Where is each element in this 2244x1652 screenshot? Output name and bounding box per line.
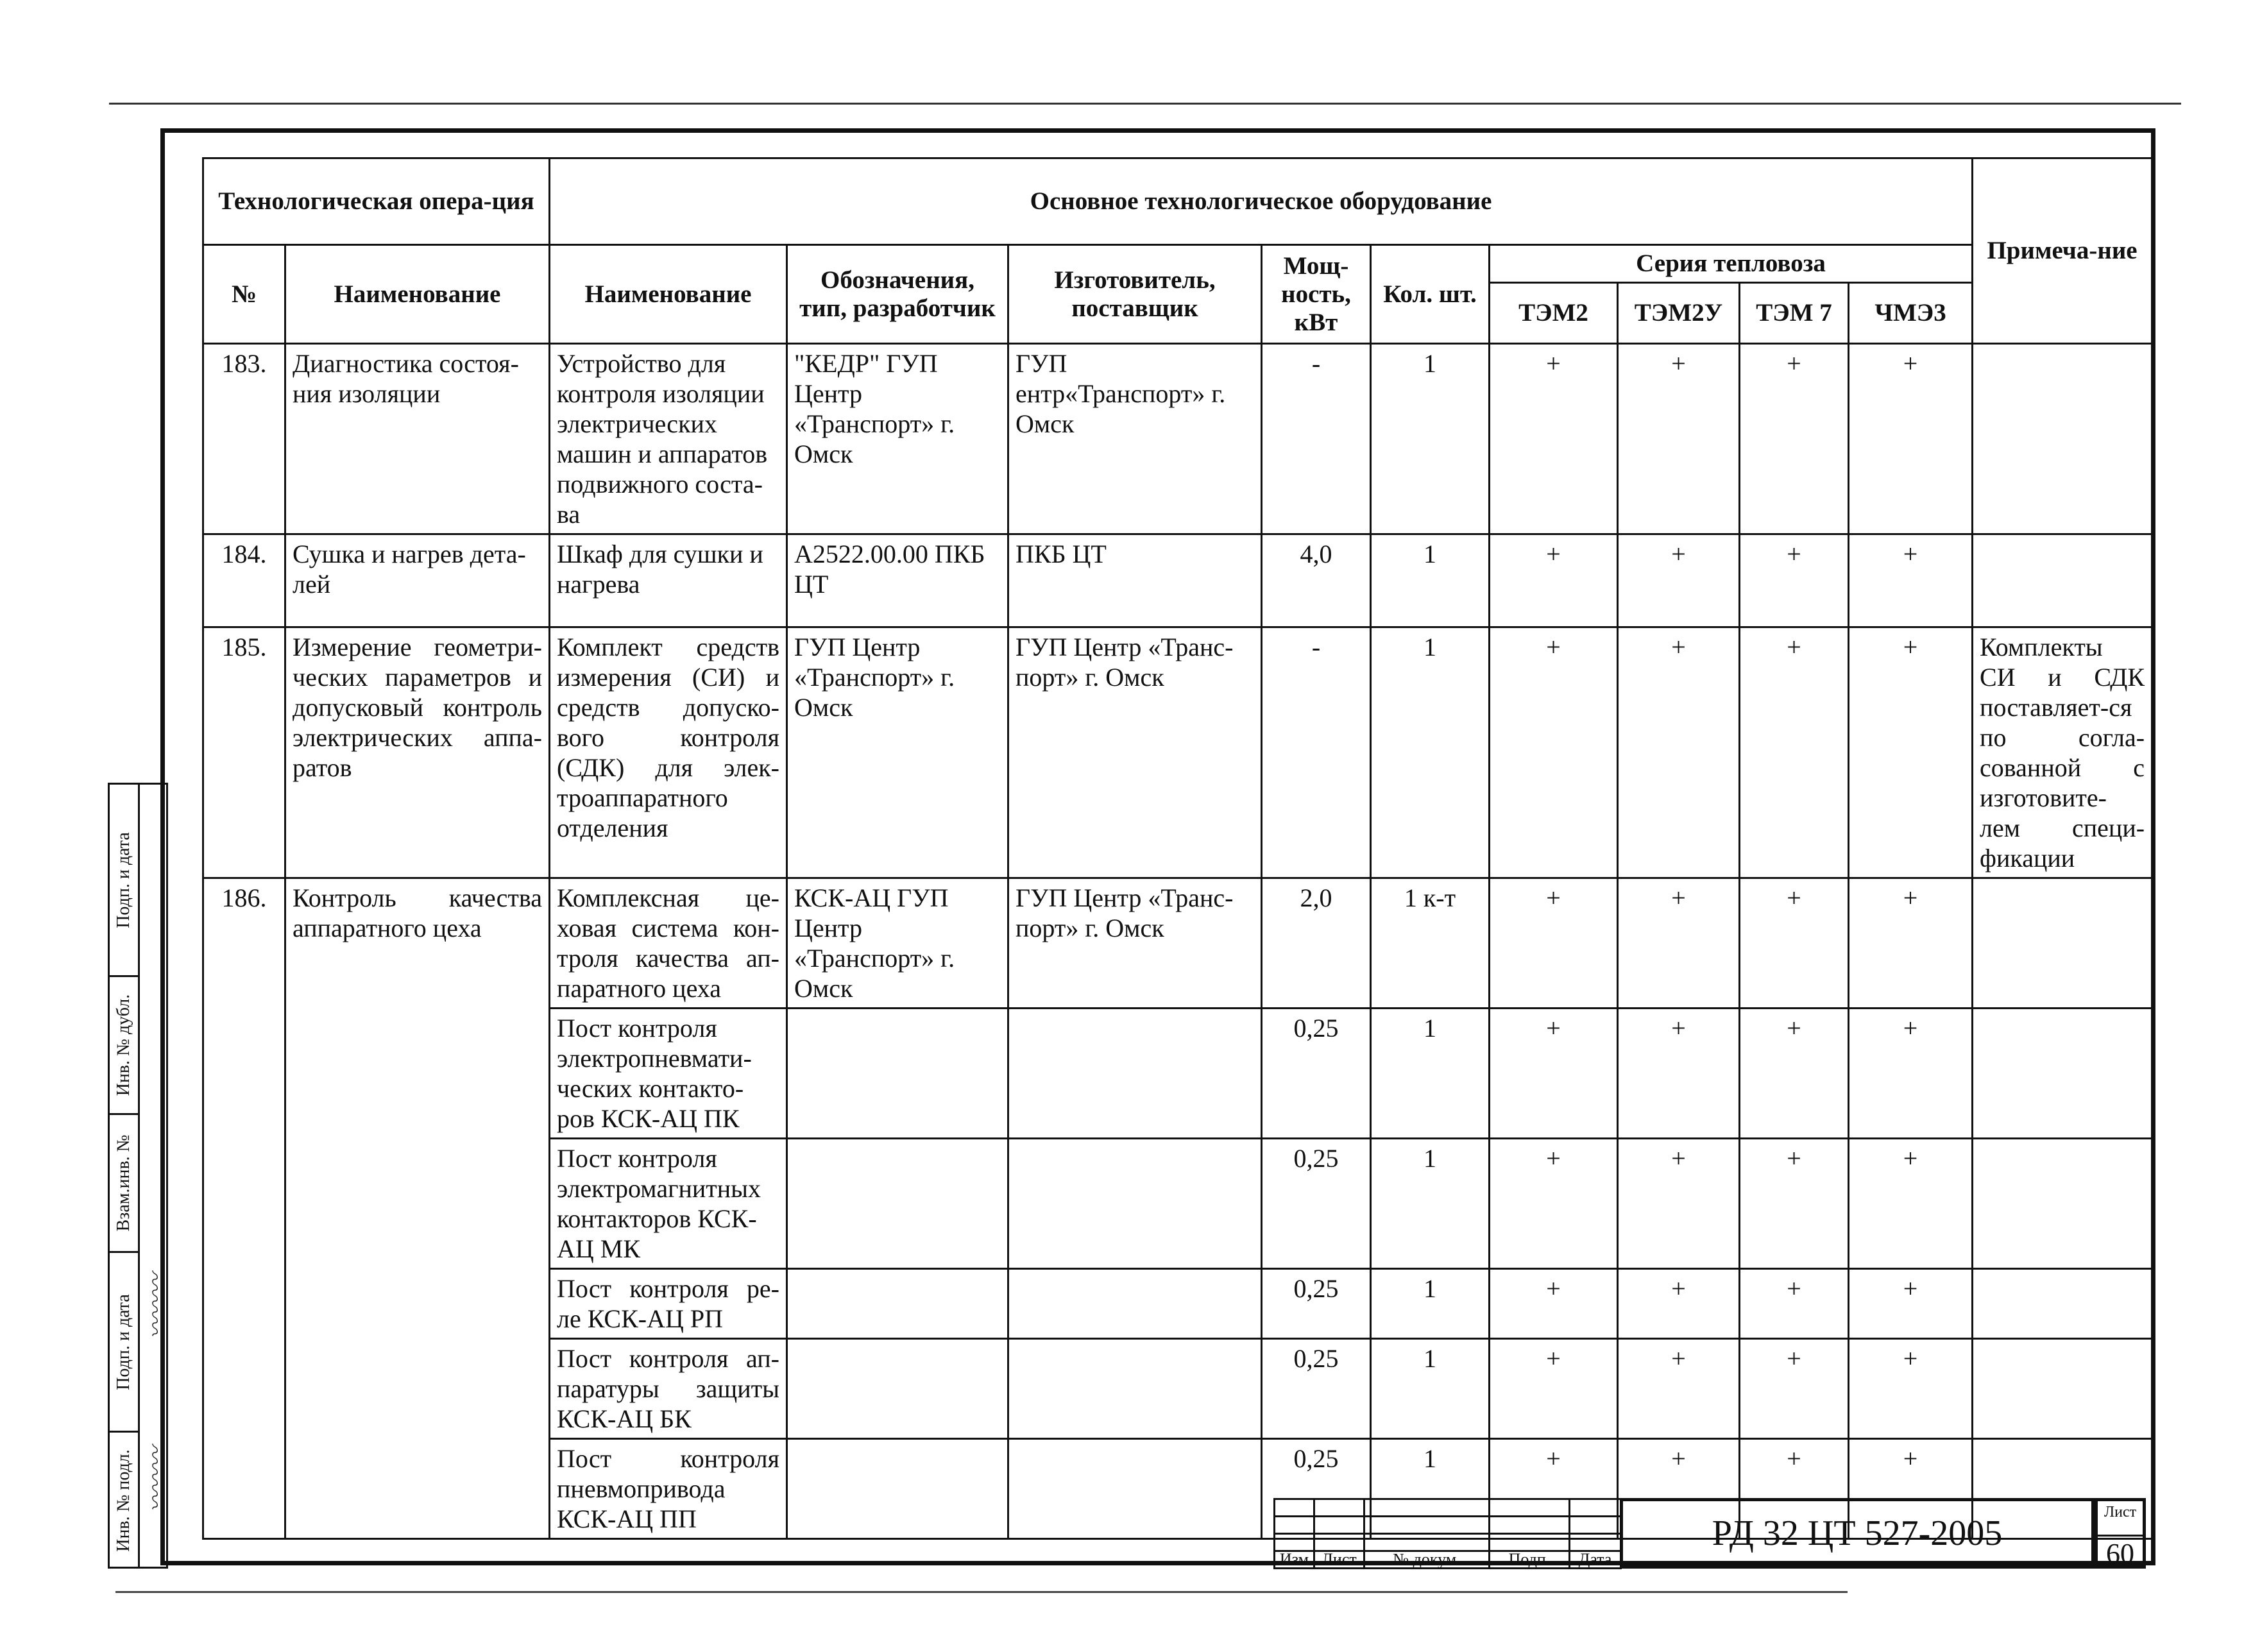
row-series-2: +	[1618, 1439, 1740, 1539]
col-main-equipment: Основное технологическое оборудование	[550, 158, 1973, 245]
header-row-1	[203, 158, 2152, 245]
side-stamp-strip	[108, 783, 168, 1569]
row-designation: КСК-АЦ ГУП Центр «Транспорт» г. Омск	[787, 878, 1008, 1009]
row-series-4: +	[1849, 1439, 1973, 1539]
row-series-3: +	[1740, 878, 1849, 1009]
col-op-name: Наименование	[285, 245, 550, 344]
row-equipment-name: Пост контроля ре-ле КСК-АЦ РП	[550, 1269, 787, 1339]
side-label: Подп. и дата	[114, 831, 133, 928]
col-manufacturer: Изготовитель, поставщик	[1008, 245, 1262, 344]
row-power: -	[1262, 344, 1371, 534]
side-label: Инв. № дубл.	[114, 994, 133, 1096]
row-qty: 1	[1371, 1439, 1490, 1539]
row-series-3: +	[1740, 1009, 1849, 1139]
stamp-izm: Изм	[1275, 1551, 1314, 1569]
row-note	[1973, 1009, 2152, 1139]
col-note: Примеча-ние	[1973, 158, 2152, 344]
row-series-1: +	[1490, 878, 1618, 1009]
row-note	[1973, 344, 2152, 534]
row-series-1: +	[1490, 1269, 1618, 1339]
row-series-4: +	[1849, 878, 1973, 1009]
col-num: №	[203, 245, 285, 344]
col-series: Серия тепловоза	[1490, 245, 1973, 283]
row-manufacturer: ГУП Центр «Транс-порт» г. Омск	[1008, 627, 1262, 878]
row-qty: 1	[1371, 534, 1490, 627]
row-equipment-name: Устройство для контроля изоляции электрических машин и аппаратов подвижного соста-ва	[550, 344, 787, 534]
col-series-3: ТЭМ 7	[1740, 283, 1849, 344]
side-cell-podp-data-2	[110, 1253, 138, 1433]
row-designation: "КЕДР" ГУП Центр «Транспорт» г. Омск	[787, 344, 1008, 534]
col-eq-name: Наименование	[550, 245, 787, 344]
row-qty: 1	[1371, 1009, 1490, 1139]
row-series-2: +	[1618, 1339, 1740, 1439]
row-designation	[787, 1139, 1008, 1269]
row-series-4: +	[1849, 1339, 1973, 1439]
row-manufacturer	[1008, 1339, 1262, 1439]
table-row	[203, 344, 2152, 534]
row-qty: 1	[1371, 1339, 1490, 1439]
row-manufacturer	[1008, 1439, 1262, 1539]
col-power: Мощ-ность, кВт	[1262, 245, 1371, 344]
row-manufacturer: ПКБ ЦТ	[1008, 534, 1262, 627]
row-series-1: +	[1490, 344, 1618, 534]
row-series-1: +	[1490, 1009, 1618, 1139]
handwritten-signature: 〰〰〰	[144, 1446, 169, 1512]
row-designation	[787, 1009, 1008, 1139]
row-equipment-name: Комплект средств измерения (СИ) и средств допуско-вого контроля (СДК) для элек-троаппаратного отделения	[550, 627, 787, 878]
row-series-1: +	[1490, 534, 1618, 627]
row-power: 0,25	[1262, 1139, 1371, 1269]
row-power: 0,25	[1262, 1339, 1371, 1439]
row-qty: 1	[1371, 1269, 1490, 1339]
row-equipment-name: Комплексная це-ховая система кон-троля качества ап-паратного цеха	[550, 878, 787, 1009]
row-qty: 1	[1371, 344, 1490, 534]
row-series-4: +	[1849, 1009, 1973, 1139]
row-designation	[787, 1339, 1008, 1439]
row-series-4: +	[1849, 1139, 1973, 1269]
sheet-box	[2095, 1498, 2146, 1569]
row-designation: А2522.00.00 ПКБ ЦТ	[787, 534, 1008, 627]
side-label: Инв. № подл.	[114, 1449, 133, 1552]
side-cell-vzam-inv	[110, 1115, 138, 1253]
side-label: Подп. и дата	[114, 1293, 133, 1390]
row-num: 185.	[203, 627, 285, 878]
row-series-1: +	[1490, 1339, 1618, 1439]
side-label: Взам.инв. №	[114, 1134, 133, 1232]
row-manufacturer	[1008, 1009, 1262, 1139]
row-equipment-name: Шкаф для сушки и нагрева	[550, 534, 787, 627]
row-num: 183.	[203, 344, 285, 534]
row-series-3: +	[1740, 344, 1849, 534]
top-rule	[109, 103, 2181, 105]
col-series-1: ТЭМ2	[1490, 283, 1618, 344]
row-designation	[787, 1269, 1008, 1339]
row-designation	[787, 1439, 1008, 1539]
row-series-2: +	[1618, 534, 1740, 627]
row-manufacturer	[1008, 1269, 1262, 1339]
row-qty: 1	[1371, 627, 1490, 878]
row-series-3: +	[1740, 534, 1849, 627]
row-num: 184.	[203, 534, 285, 627]
row-power: 2,0	[1262, 878, 1371, 1009]
row-series-4: +	[1849, 534, 1973, 627]
row-operation: Измерение геометри-ческих параметров и допусковый контроль электрических аппа-ратов	[285, 627, 550, 878]
row-series-3: +	[1740, 1339, 1849, 1439]
row-note	[1973, 1339, 2152, 1439]
col-qty: Кол. шт.	[1371, 245, 1490, 344]
row-power: 0,25	[1262, 1269, 1371, 1339]
row-note	[1973, 534, 2152, 627]
row-series-4: +	[1849, 627, 1973, 878]
row-series-2: +	[1618, 1009, 1740, 1139]
row-manufacturer	[1008, 1139, 1262, 1269]
row-operation: Сушка и нагрев дета-лей	[285, 534, 550, 627]
row-note	[1973, 878, 2152, 1009]
row-qty: 1 к-т	[1371, 878, 1490, 1009]
stamp-podp: Подп.	[1490, 1551, 1570, 1569]
row-series-4: +	[1849, 1269, 1973, 1339]
side-cell-podp-data-1	[110, 785, 138, 977]
col-designation: Обозначения, тип, разработчик	[787, 245, 1008, 344]
row-equipment-name: Пост контроля электропневмати-ческих контакто-ров КСК-АЦ ПК	[550, 1009, 787, 1139]
row-note: Комплекты СИ и СДК поставляет-ся по согла-сованной с изготовите-лем специ-фикации	[1973, 627, 2152, 878]
row-qty: 1	[1371, 1139, 1490, 1269]
title-block	[1273, 1498, 2152, 1569]
row-equipment-name: Пост контроля пневмопривода КСК-АЦ ПП	[550, 1439, 787, 1539]
sheet-number: 60	[2098, 1535, 2143, 1571]
sheet-label: Лист	[2104, 1504, 2137, 1520]
table-row	[203, 627, 2152, 878]
document-code: РД 32 ЦТ 527-2005	[1620, 1498, 2095, 1569]
row-series-2: +	[1618, 627, 1740, 878]
table-row	[203, 878, 2152, 1009]
row-power: -	[1262, 627, 1371, 878]
col-tech-op: Технологическая опера-ция	[203, 158, 550, 245]
stamp-date: Дата	[1570, 1551, 1621, 1569]
title-block-grid	[1273, 1498, 1622, 1569]
side-cell-inv-dubl	[110, 977, 138, 1115]
row-equipment-name: Пост контроля ап-паратуры защиты КСК-АЦ БК	[550, 1339, 787, 1439]
row-power: 0,25	[1262, 1009, 1371, 1139]
table-row	[203, 534, 2152, 627]
side-cell-inv-podl	[110, 1433, 138, 1569]
row-series-3: +	[1740, 1139, 1849, 1269]
equipment-table	[202, 157, 2153, 1540]
row-series-1: +	[1490, 1439, 1618, 1539]
row-series-3: +	[1740, 1269, 1849, 1339]
row-operation: Контроль качества аппаратного цеха	[285, 878, 550, 1539]
stamp-list: Лист	[1314, 1551, 1364, 1569]
row-power: 0,25	[1262, 1439, 1371, 1539]
header-row-2	[203, 245, 2152, 283]
handwritten-signature: 〰〰〰	[144, 1273, 169, 1339]
row-power: 4,0	[1262, 534, 1371, 627]
row-manufacturer: ГУП Центр «Транс-порт» г. Омск	[1008, 878, 1262, 1009]
bottom-rule	[115, 1591, 1848, 1593]
row-series-3: +	[1740, 627, 1849, 878]
col-series-2: ТЭМ2У	[1618, 283, 1740, 344]
row-operation: Диагностика состоя-ния изоляции	[285, 344, 550, 534]
row-designation: ГУП Центр «Транспорт» г. Омск	[787, 627, 1008, 878]
col-series-4: ЧМЭ3	[1849, 283, 1973, 344]
row-series-4: +	[1849, 344, 1973, 534]
row-series-2: +	[1618, 344, 1740, 534]
row-series-3: +	[1740, 1439, 1849, 1539]
stamp-doc-num: № докум.	[1364, 1551, 1490, 1569]
row-series-2: +	[1618, 1139, 1740, 1269]
row-series-1: +	[1490, 1139, 1618, 1269]
row-series-2: +	[1618, 878, 1740, 1009]
row-series-2: +	[1618, 1269, 1740, 1339]
row-note	[1973, 1139, 2152, 1269]
row-manufacturer: ГУП ентр«Транспорт» г. Омск	[1008, 344, 1262, 534]
row-series-1: +	[1490, 627, 1618, 878]
row-note	[1973, 1269, 2152, 1339]
row-equipment-name: Пост контроля электромагнитных контакторов КСК-АЦ МК	[550, 1139, 787, 1269]
row-num: 186.	[203, 878, 285, 1539]
